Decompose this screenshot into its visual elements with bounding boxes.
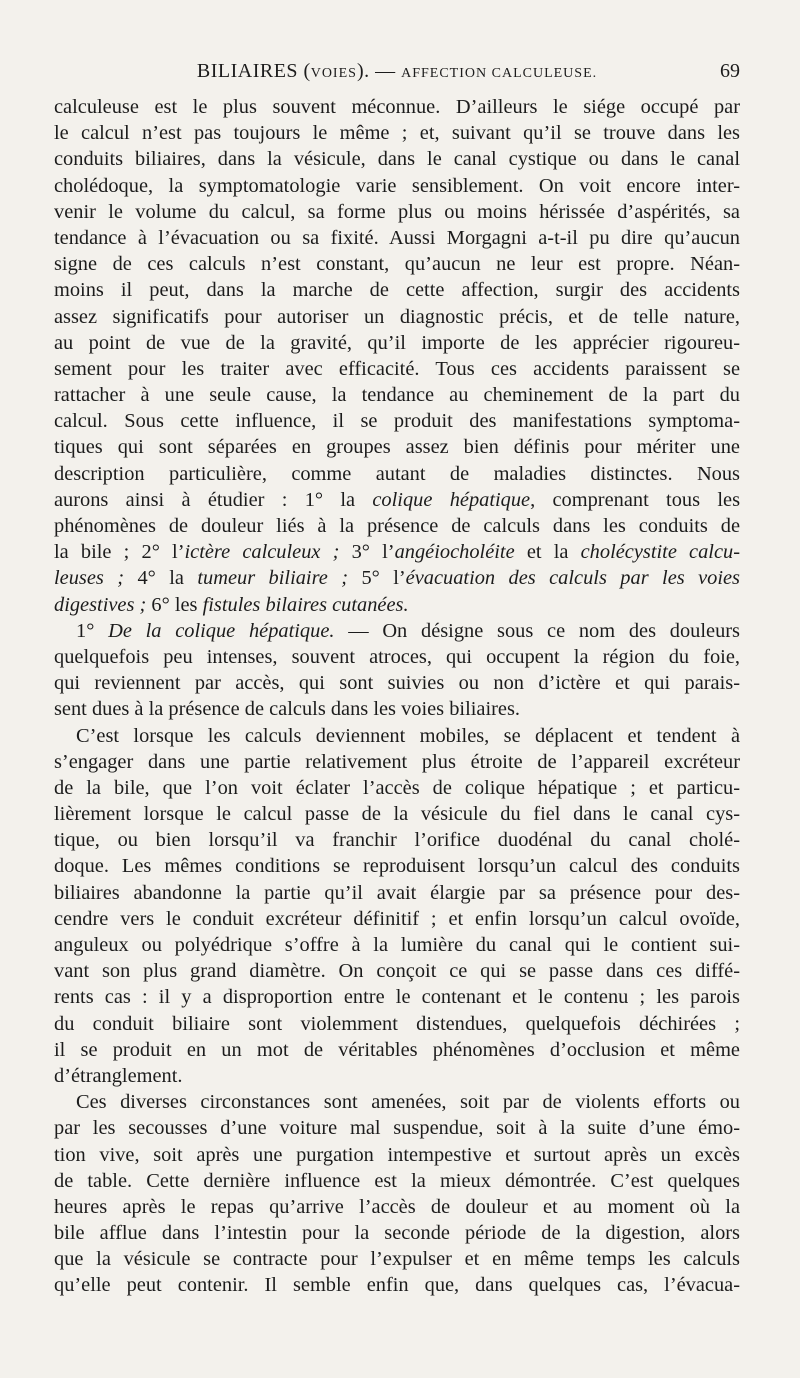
- text-segment: il se produit en un mot de véritables phénomènes d’occlusion et même: [54, 1038, 740, 1061]
- text-segment: signe de ces calculs n’est constant, qu’aucun ne leur est propre. Néan-: [54, 253, 740, 276]
- text-segment: assez significatifs pour autoriser un diagnostic précis, et de telle nature,: [54, 305, 740, 328]
- text-line: [54, 723, 740, 749]
- text-line: [54, 487, 740, 513]
- text-segment: heures après le repas qu’arrive l’accès de douleur et au moment où la: [54, 1195, 740, 1218]
- running-title-voies: VOIES: [310, 66, 357, 81]
- text-segment: conduits biliaires, dans la vésicule, dans le canal cystique ou dans le canal: [54, 148, 740, 171]
- text-segment: calcul. Sous cette influence, il se produit des manifestations symptoma-: [54, 410, 740, 433]
- text-segment: d’étranglement.: [54, 1064, 183, 1087]
- text-line: [54, 94, 740, 120]
- running-title-main: BILIAIRES (: [196, 60, 311, 82]
- text-segment: lièrement lorsque le calcul passe de la vésicule du fiel dans le canal cys-: [54, 803, 740, 826]
- text-segment: tique, ou bien lorsqu’il va franchir l’orifice duodénal du canal cholé-: [54, 829, 740, 852]
- text-segment: qui reviennent par accès, qui sont suivies ou non d’ictère et qui parais-: [54, 672, 740, 695]
- text-line: [54, 618, 740, 644]
- text-line: [54, 801, 740, 827]
- text-segment: tion vive, soit après une purgation intempestive et surtout après un excès: [54, 1143, 740, 1166]
- text-segment: sement pour les traiter avec efficacité. Tous ces accidents paraissent se: [54, 357, 740, 380]
- text-segment: au point de vue de la gravité, qu’il importe de les apprécier rigoureu-: [54, 331, 740, 354]
- text-line: [54, 1168, 740, 1194]
- italic-text-segment: digestives ;: [54, 593, 147, 616]
- text-segment: Ces diverses circonstances sont amenées, soit par de violents efforts ou: [76, 1091, 740, 1114]
- text-line: [54, 408, 740, 434]
- text-segment: anguleux ou polyédrique s’offre à la lumière du canal qui le contient sui-: [54, 934, 740, 956]
- text-segment: — On désigne sous ce nom des douleurs: [334, 619, 740, 642]
- text-segment: la bile ; 2° l’: [54, 541, 185, 564]
- text-segment: par les secousses d’une voiture mal suspendue, soit à la suite d’une émo-: [54, 1117, 740, 1140]
- italic-text-segment: ictère calculeux ;: [184, 541, 340, 564]
- text-segment: de table. Cette dernière influence est la mieux démontrée. C’est quelques: [54, 1169, 740, 1192]
- text-segment: , comprenant tous les: [530, 488, 740, 511]
- text-segment: et la: [514, 541, 581, 564]
- text-line: [54, 513, 740, 539]
- text-line: [54, 592, 740, 618]
- text-segment: 3° l’: [339, 541, 395, 564]
- italic-text-segment: évacuation des calculs par les voies: [405, 567, 740, 590]
- text-line: [54, 1037, 740, 1063]
- text-line: [54, 461, 740, 487]
- text-line: [54, 1063, 740, 1089]
- text-segment: doque. Les mêmes conditions se reproduisent lorsqu’un calcul des conduits: [54, 855, 740, 878]
- text-line: [54, 434, 740, 460]
- text-line: [54, 906, 740, 932]
- text-line: [54, 1142, 740, 1168]
- italic-text-segment: fistules bilaires cutanées.: [202, 593, 409, 616]
- text-segment: de la bile, que l’on voit éclater l’accès de colique hépatique ; et particu-: [54, 776, 740, 799]
- text-line: [54, 120, 740, 146]
- text-line: [54, 539, 740, 565]
- text-segment: rattacher à une seule cause, la tendance au cheminement de la part du: [54, 384, 740, 407]
- text-line: [54, 775, 740, 801]
- text-line: [54, 199, 740, 225]
- running-title-separator: ). —: [356, 60, 402, 82]
- text-segment: tendance à l’évacuation ou sa fixité. Aussi Morgagni a-t-il pu dire qu’aucun: [54, 226, 740, 249]
- running-title-subtitle: AFFECTION CALCULEUSE.: [401, 66, 598, 81]
- text-segment: qu’elle peut contenir. Il semble enfin que, dans quelques cas, l’évacua-: [54, 1274, 740, 1297]
- text-segment: aurons ainsi à étudier : 1° la: [54, 488, 373, 511]
- text-line: [54, 1089, 740, 1115]
- text-line: [54, 827, 740, 853]
- text-line: [54, 984, 740, 1010]
- text-segment: description particulière, comme autant de maladies distinctes. Nous: [54, 462, 740, 485]
- text-line: [54, 932, 740, 958]
- text-line: [54, 1220, 740, 1246]
- text-line: [54, 880, 740, 906]
- text-line: [54, 382, 740, 408]
- text-segment: moins il peut, dans la marche de cette affection, surgir des accidents: [54, 279, 740, 302]
- text-line: [54, 225, 740, 251]
- text-line: [54, 1115, 740, 1141]
- text-segment: C’est lorsque les calculs deviennent mobiles, se déplacent et tendent à: [76, 724, 740, 747]
- text-segment: cendre vers le conduit excréteur définitif ; et enfin lorsqu’un calcul ovoïde,: [54, 907, 740, 930]
- text-segment: rents cas : il y a disproportion entre le contenant et le contenu ; les parois: [54, 986, 740, 1009]
- running-title: [54, 60, 740, 83]
- text-segment: du conduit biliaire sont violemment distendues, quelquefois déchirées ;: [54, 1012, 740, 1035]
- body-text: [54, 94, 740, 1299]
- text-segment: phénomènes de douleur liés à la présence de calculs dans les conduits de: [54, 515, 740, 537]
- text-line: [54, 356, 740, 382]
- text-segment: cholédoque, la symptomatologie varie sensiblement. On voit encore inter-: [54, 174, 740, 197]
- text-segment: venir le volume du calcul, sa forme plus ou moins hérissée d’aspérités, sa: [54, 200, 740, 223]
- text-line: [54, 670, 740, 696]
- running-head: [54, 60, 740, 88]
- text-segment: 4° la: [124, 567, 198, 590]
- text-segment: s’engager dans une partie relativement plus étroite de l’appareil excréteur: [54, 750, 740, 773]
- italic-text-segment: angéiocholéite: [394, 541, 515, 564]
- text-line: [54, 1272, 740, 1298]
- text-line: [54, 330, 740, 356]
- italic-text-segment: De la colique hépatique.: [108, 619, 335, 642]
- italic-text-segment: leuses ;: [54, 567, 125, 590]
- text-line: [54, 1011, 740, 1037]
- text-segment: le calcul n’est pas toujours le même ; et, suivant qu’il se trouve dans les: [54, 122, 740, 145]
- text-segment: calculeuse est le plus souvent méconnue. D’ailleurs le siége occupé par: [54, 96, 740, 118]
- text-line: [54, 1246, 740, 1272]
- text-segment: 5° l’: [348, 567, 406, 590]
- italic-text-segment: colique hépatique: [372, 488, 531, 511]
- text-segment: vant son plus grand diamètre. On conçoit ce qui se passe dans ces diffé-: [54, 960, 740, 983]
- text-line: [54, 565, 740, 591]
- text-line: [54, 853, 740, 879]
- text-segment: quelquefois peu intenses, souvent atroces, qui occupent la région du foie,: [54, 645, 740, 668]
- text-line: [54, 251, 740, 277]
- italic-text-segment: tumeur biliaire ;: [197, 567, 349, 590]
- text-line: [54, 958, 740, 984]
- text-segment: bile afflue dans l’intestin pour la seconde période de la digestion, alors: [54, 1222, 740, 1245]
- text-line: [54, 749, 740, 775]
- text-segment: biliaires abandonne la partie qu’il avait élargie par sa présence pour des-: [54, 881, 740, 904]
- page-number: 69: [720, 60, 740, 82]
- text-line: [54, 1194, 740, 1220]
- italic-text-segment: cholécystite calcu-: [580, 541, 740, 564]
- text-segment: tiques qui sont séparées en groupes assez bien définis pour mériter une: [54, 436, 740, 459]
- text-segment: que la vésicule se contracte pour l’expulser et en même temps les calculs: [54, 1248, 740, 1271]
- text-line: [54, 304, 740, 330]
- text-line: [54, 146, 740, 172]
- text-line: [54, 696, 740, 722]
- text-line: [54, 644, 740, 670]
- text-segment: sent dues à la présence de calculs dans les voies biliaires.: [54, 698, 520, 721]
- text-segment: 1°: [76, 619, 109, 642]
- text-line: [54, 277, 740, 303]
- text-segment: 6° les: [146, 593, 203, 616]
- text-line: [54, 173, 740, 199]
